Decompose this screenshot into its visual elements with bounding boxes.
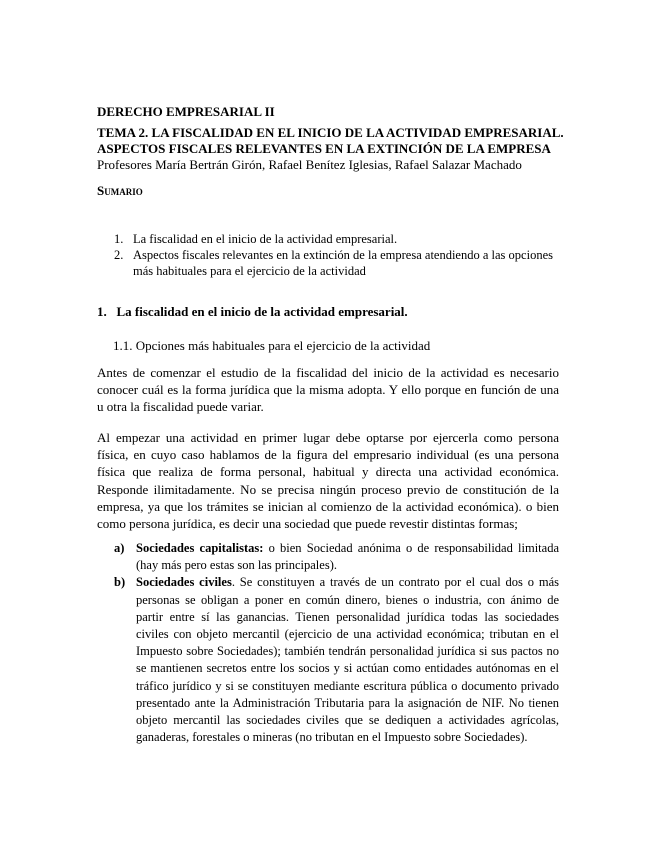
table-of-contents — [114, 231, 564, 279]
toc-item-number: 1. — [114, 232, 124, 246]
list-item-text: . Se constituyen a través de un contrato por el cual dos o más personas se obligan a poner en común dinero, bienes o industria, con ánimo de partir entre sí las ganancias. Tienen personalidad jurídica todas las sociedades civiles con objeto mercantil (ejercicio de una actividad económica; tributan en el Impuesto sobre Sociedades); también tendrán personalidad jurídica si sus pactos no se mantienen secretos entre los socios y si actúan como entidades autónomas en el tráfico jurídico y si se constituyen mediante escritura pública o documento privado presentado ante la Administración Tributaria para la asignación de NIF. No tienen objeto mercantil las sociedades civiles que se dediquen a actividades agrícolas, ganaderas, forestales o mineras (no tributan en el Impuesto sobre Sociedades). — [136, 575, 560, 745]
paragraph-intro: Antes de comenzar el estudio de la fiscalidad del inicio de la actividad es necesario conocer cuál es la forma jurídica que la misma adopta. Y ello porque en función de una u otra la fiscalidad puede variar. — [97, 365, 559, 415]
company-types-list — [114, 540, 559, 746]
toc-item — [114, 247, 564, 279]
paragraph-legal-forms: Al empezar una actividad en primer lugar debe optarse por ejercerla como persona física, en cuyo caso hablamos de la figura del empresario individual (es una persona física que realiza de forma personal, habitual y directa una actividad económica. Responde ilimitadamente. No se precisa ningún proceso previo de constitución de la empresa, ya que los trámites se inician al comienzo de la actividad económica). o bien como persona jurídica, es decir una sociedad que puede revestir distintas formas; — [97, 430, 559, 532]
course-title: DERECHO EMPRESARIAL II — [97, 104, 275, 119]
toc-item — [114, 231, 564, 247]
topic-title-line2: ASPECTOS FISCALES RELEVANTES EN LA EXTINCIÓN DE LA EMPRESA — [97, 141, 551, 156]
list-item-term: Sociedades capitalistas: — [136, 541, 264, 555]
list-item-text: o bien Sociedad anónima o de responsabilidad limitada (hay más pero estas son las principales). — [136, 541, 559, 573]
summary-heading: Sumario — [97, 183, 143, 198]
subsection-1-1-title: 1.1. Opciones más habituales para el ejercicio de la actividad — [113, 338, 431, 353]
toc-item-text: Aspectos fiscales relevantes en la extinción de la empresa atendiendo a las opciones más habituales para el ejercicio de la actividad — [133, 248, 553, 278]
section-1-title: 1. La fiscalidad en el inicio de la actividad empresarial. — [97, 304, 408, 319]
list-item-marker: b) — [114, 575, 126, 590]
list-item — [114, 574, 559, 746]
topic-title-line1: TEMA 2. LA FISCALIDAD EN EL INICIO DE LA ACTIVIDAD EMPRESARIAL. — [97, 125, 564, 140]
toc-item-text: La fiscalidad en el inicio de la actividad empresarial. — [133, 232, 398, 246]
list-item-term: Sociedades civiles — [136, 575, 232, 590]
list-item — [114, 540, 559, 574]
list-item-marker: a) — [114, 541, 125, 555]
topic-title — [97, 125, 577, 157]
toc-item-number: 2. — [114, 248, 124, 262]
professors-line: Profesores María Bertrán Girón, Rafael Benítez Iglesias, Rafael Salazar Machado — [97, 157, 522, 172]
